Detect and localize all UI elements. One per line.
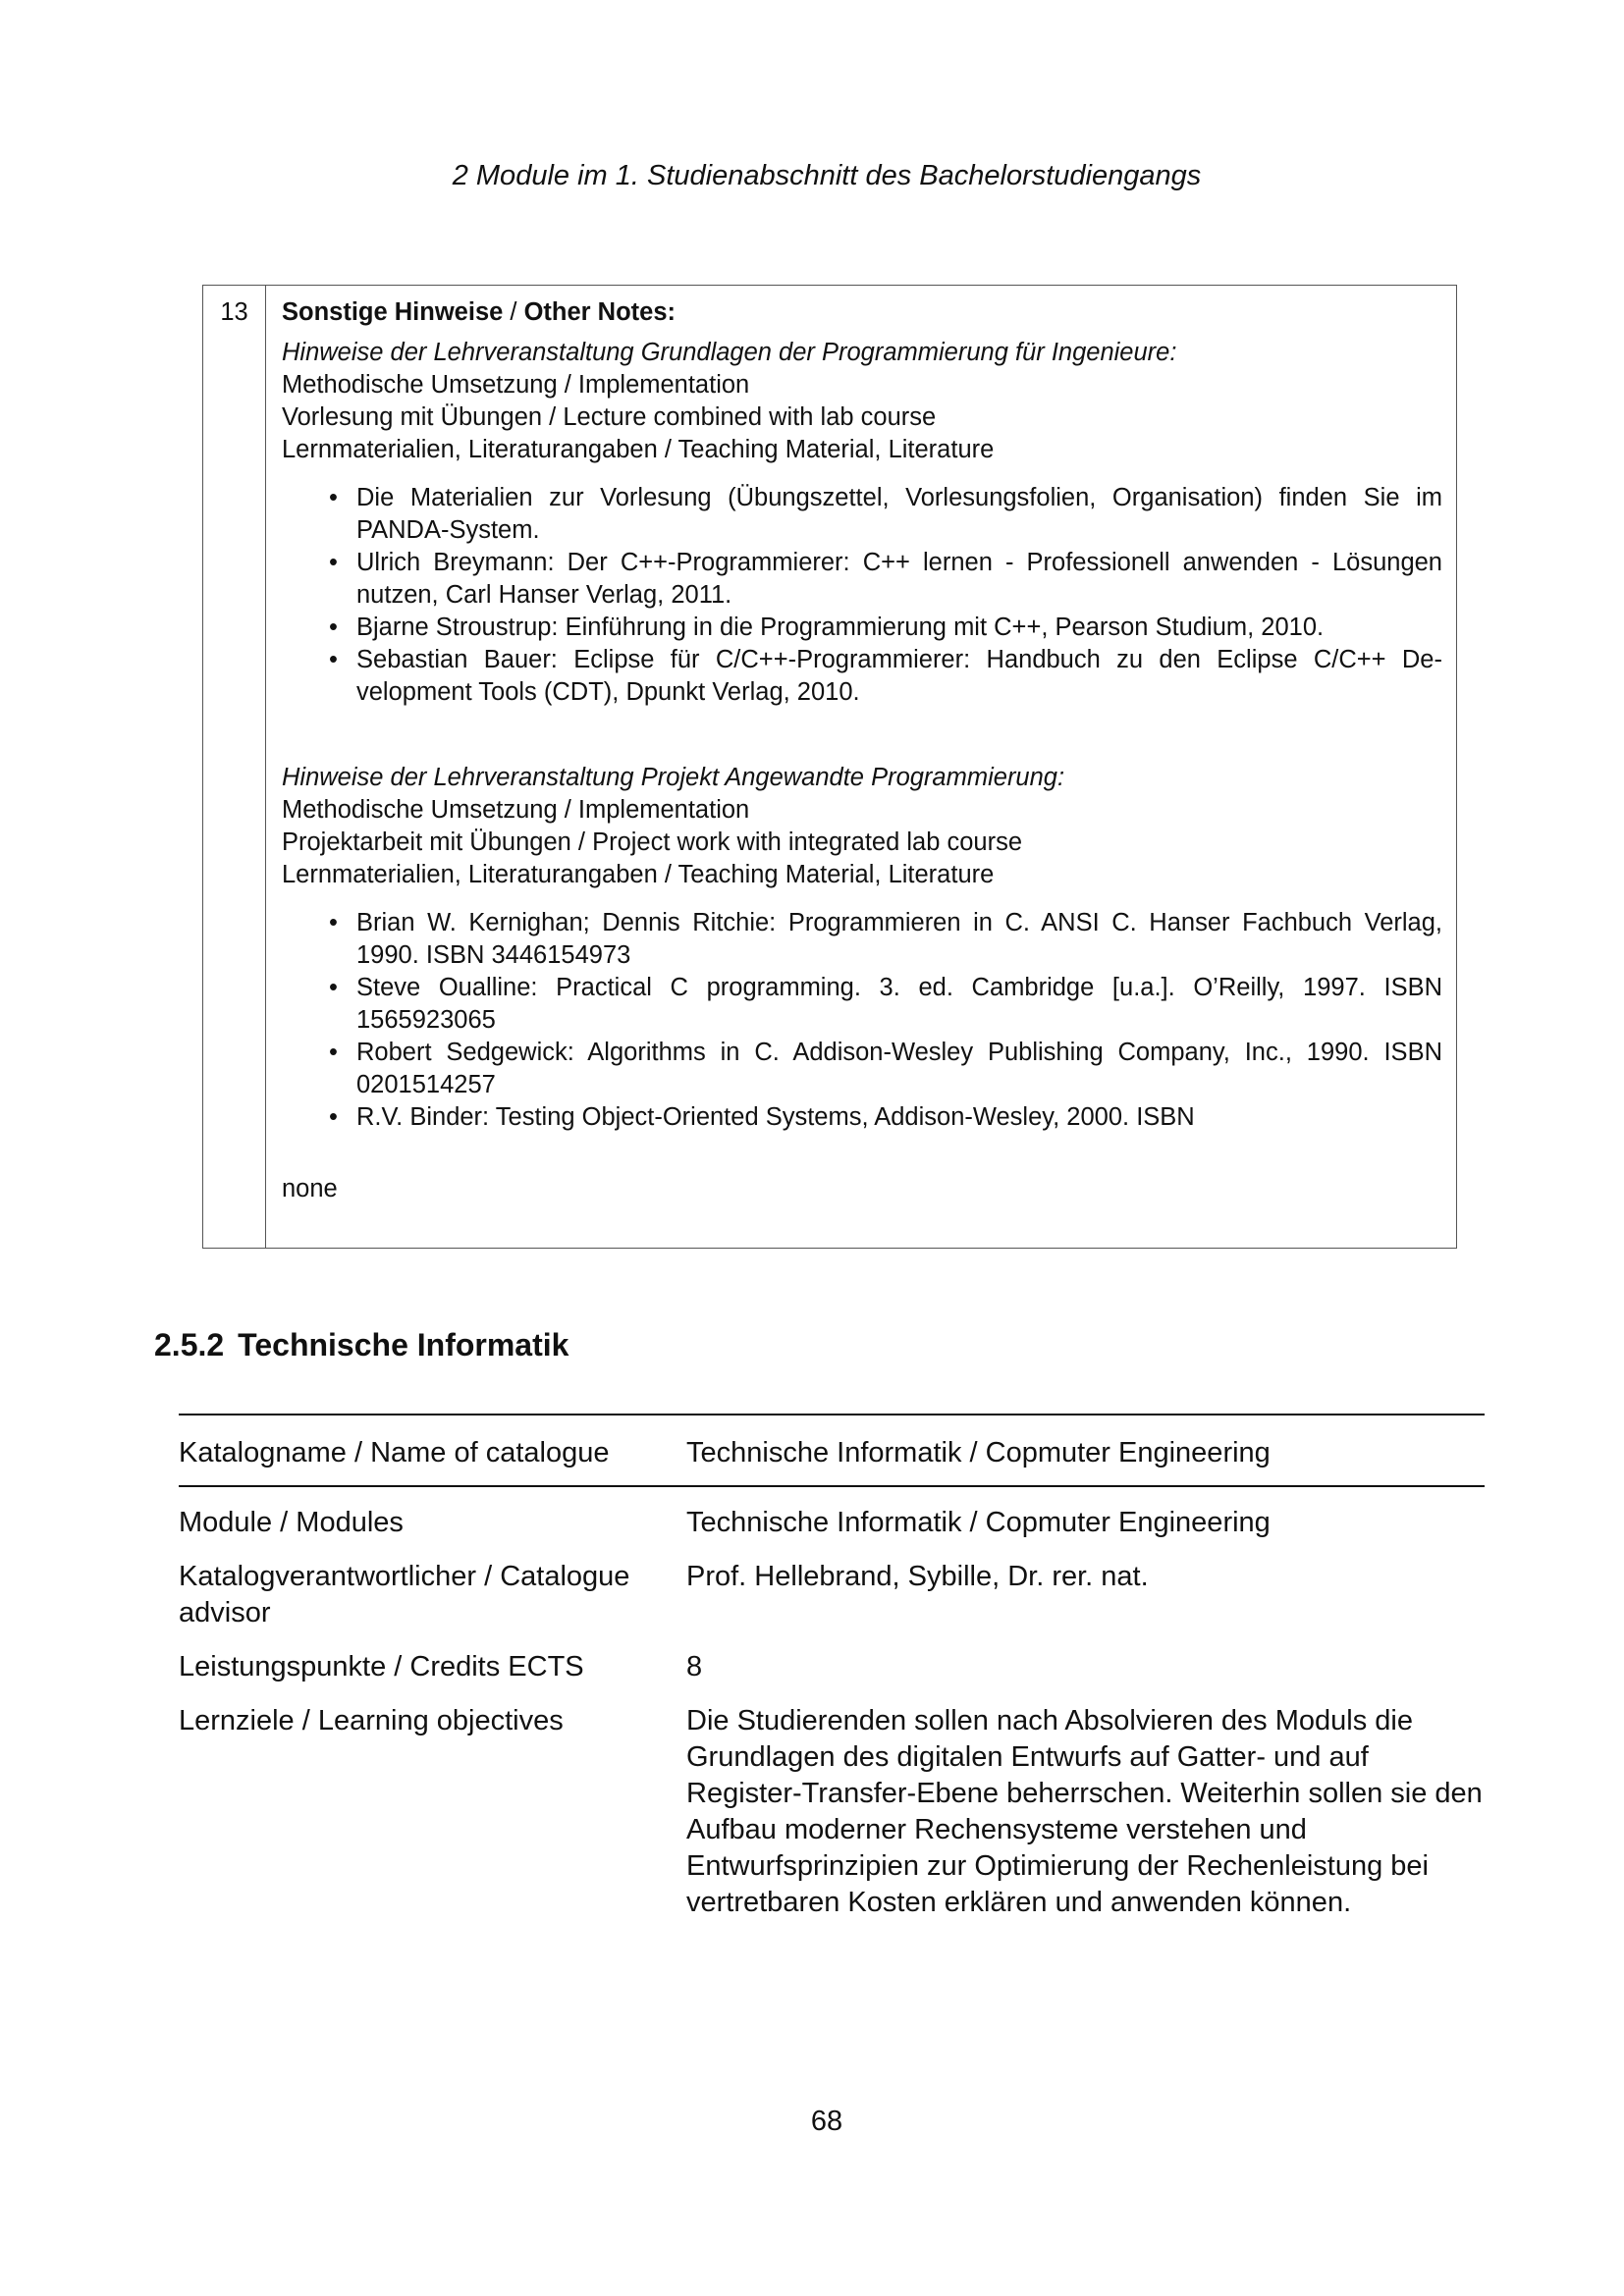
subsection-number: 2.5.2 [154,1327,225,1362]
list-item: • Sebastian Bauer: Eclipse für C/C++-Programmierer: Handbuch zu den Eclipse C/C++ Development Tools (CDT), Dpunkt Verlag, 2010. [356,644,1442,709]
subsection-heading [154,1327,568,1363]
notes-title-en: Other Notes: [523,298,677,326]
table-row [179,1559,1485,1631]
row-label: Lernziele / Learning objectives [179,1705,564,1736]
row-value: Prof. Hellebrand, Sybille, Dr. rer. nat. [686,1561,1149,1592]
closing-note: none [282,1175,338,1202]
row-label [179,1559,686,1631]
notes-section-programming-basics [282,337,1442,709]
subsection-title: Technische Informatik [238,1327,569,1362]
table-row [179,1505,1485,1541]
row-label: Module / Modules [179,1507,404,1538]
teaching-material-line: Lernmaterialien, Literaturangaben / Teaching Material, Literature [282,436,995,463]
notes-title [282,296,1442,329]
section-heading: Hinweise der Lehrveranstaltung Projekt Angewandte Programmierung: [282,764,1065,791]
catalogue-table [179,1414,1485,1921]
running-header: 2 Module im 1. Studienabschnitt des Bachelorstudiengangs [452,160,1202,191]
list-item: • Ulrich Breymann: Der C++-Programmierer: C++ lernen - Professionell anwenden - Lösungen nutzen, Carl Hanser Verlag, 2011. [356,547,1442,612]
course-format-line: Vorlesung mit Übungen / Lecture combined with lab course [282,403,937,431]
list-item: • R.V. Binder: Testing Object-Oriented Systems, Addison-Wesley, 2000. ISBN [356,1101,1442,1134]
notes-content [266,286,1456,1248]
catalogue-header-label: Katalogname / Name of catalogue [179,1437,610,1468]
row-number: 13 [203,286,266,1248]
implementation-line: Methodische Umsetzung / Implementation [282,796,750,824]
row-value: 8 [686,1651,703,1682]
other-notes-table [202,285,1457,1249]
row-value: Die Studierenden sollen nach Absolvieren des Moduls die Grundlagen des digitalen Entwurfs auf Gatter- und auf Register-Transfer-Ebene beherrschen. Weiterhin sollen sie den Aufbau moderner Rechensysteme verstehen und Entwurfsprinzipien zur Optimierung der Rechenleistung bei vertretbaren Kosten erklären und anwenden können. [686,1705,1483,1918]
table-row [179,1649,1485,1685]
notes-title-separator: / [510,298,517,326]
notes-section-applied-programming [282,762,1442,1134]
list-item: • Die Materialien zur Vorlesung (Übungszettel, Vorlesungsfolien, Organisation) finden Sie im PANDA-System. [356,482,1442,547]
list-item: • Brian W. Kernighan; Dennis Ritchie: Programmieren in C. ANSI C. Hanser Fachbuch Verlag, 1990. ISBN 3446154973 [356,907,1442,972]
teaching-material-line: Lernmaterialien, Literaturangaben / Teaching Material, Literature [282,861,995,888]
catalogue-header-value: Technische Informatik / Copmuter Engineering [686,1437,1271,1468]
page-number: 68 [810,2106,843,2137]
row-label: Leistungspunkte / Credits ECTS [179,1651,584,1682]
section-heading: Hinweise der Lehrveranstaltung Grundlagen der Programmierung für Ingenieure: [282,339,1177,366]
implementation-line: Methodische Umsetzung / Implementation [282,371,750,399]
catalogue-header-row [179,1414,1485,1487]
course-format-line: Projektarbeit mit Übungen / Project work with integrated lab course [282,828,1023,856]
literature-list [282,482,1442,709]
literature-list [282,907,1442,1134]
list-item: • Robert Sedgewick: Algorithms in C. Addison-Wesley Publishing Company, Inc., 1990. ISBN 0201514257 [356,1037,1442,1101]
notes-title-de: Sonstige Hinweise [282,298,504,326]
table-row [179,1703,1485,1921]
row-value: Technische Informatik / Copmuter Engineering [686,1507,1271,1538]
list-item: • Bjarne Stroustrup: Einführung in die Programmierung mit C++, Pearson Studium, 2010. [356,612,1442,644]
row-label-text: Katalogverantwortlicher / Catalogue advisor [179,1561,630,1629]
list-item: • Steve Oualline: Practical C programming. 3. ed. Cambridge [u.a.]. O’Reilly, 1997. ISBN 1565923065 [356,972,1442,1037]
